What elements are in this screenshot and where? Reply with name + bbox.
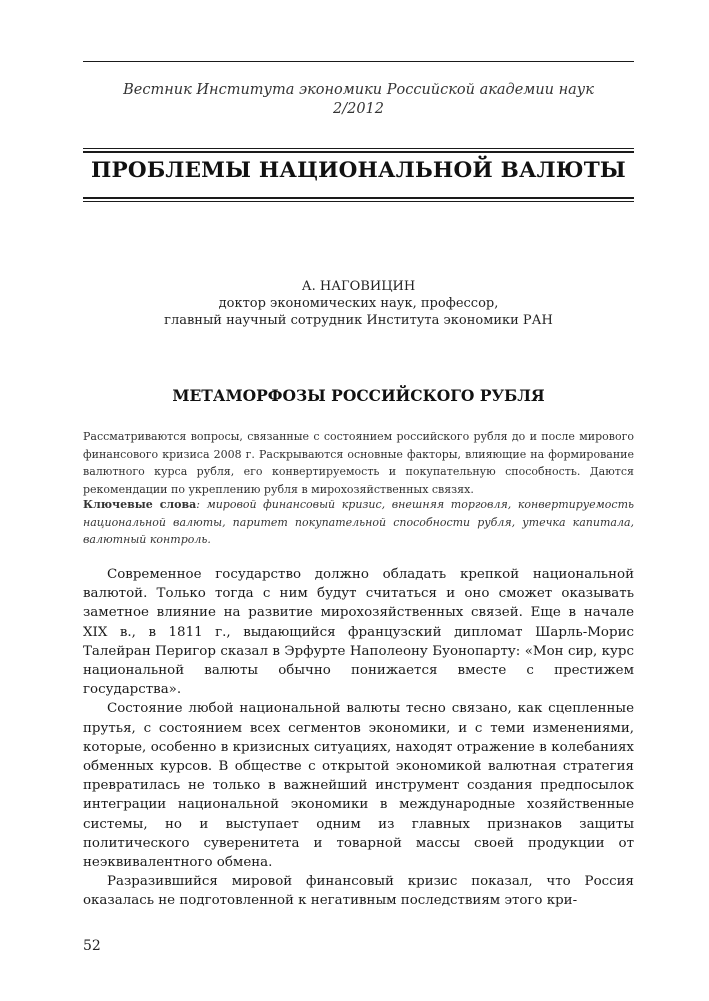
keywords-label: Ключевые слова	[83, 498, 197, 511]
body-paragraph: Современное государство должно обладать крепкой национальной валютой. Только тогда с ним будут считаться и оно сможет оказывать заметное влияние на развитие мирохозяйственных связей. Еще в начале XIX в., в 1811 г., выдающийся французский дипломат Шарль-Морис Талейран Перигор сказал в Эрфурте Наполеону Буонопарту: «Мон сир, курс национальной валюты обычно понижается вместе с престижем государства».	[83, 567, 634, 698]
section-rule-bottom-thin	[83, 201, 634, 202]
section-title: ПРОБЛЕМЫ НАЦИОНАЛЬНОЙ ВАЛЮТЫ	[91, 158, 626, 183]
author-position: главный научный сотрудник Института экономики РАН	[164, 313, 553, 328]
journal-name: Вестник Института экономики Российской академии наук	[123, 82, 594, 98]
keywords-text: : мировой финансовый кризис, внешняя торговля, конвертируемость национальной валюты, паритет покупательной способности рубля, утечка капитала, валютный контроль.	[83, 498, 634, 546]
page-number: 52	[83, 938, 101, 954]
author-degree: доктор экономических наук, профессор,	[218, 296, 499, 311]
section-rule-top-thick	[83, 151, 634, 153]
section-rule-top-thin	[83, 148, 634, 149]
section-rule-bottom-thick	[83, 197, 634, 199]
author-block	[83, 278, 634, 329]
top-rule	[83, 61, 634, 62]
abstract: Рассматриваются вопросы, связанные с состоянием российского рубля до и после мирового финансового кризиса 2008 г. Раскрываются основные факторы, влияющие на формирование валютного курса рубля, его конвертируемость и покупательную способность. Даются рекомендации по укреплению рубля в мирохозяйственных связях.	[83, 430, 634, 496]
journal-header	[83, 81, 634, 119]
article-body	[83, 565, 634, 911]
keywords	[83, 496, 634, 549]
author-name: А. НАГОВИЦИН	[301, 279, 416, 294]
journal-issue: 2/2012	[332, 101, 384, 117]
body-paragraph: Состояние любой национальной валюты тесно связано, как сцепленные прутья, с состоянием всех сегментов экономики, и с теми изменениями, которые, особенно в кризисных ситуациях, находят отражение в колебаниях обменных курсов. В обществе с открытой экономикой валютная стратегия превратилась не только в важнейший инструмент создания предпосылок интеграции национальной экономики в международные хозяйственные системы, но и выступает одним из главных признаков защиты политического суверенитета и товарной массы своей продукции от неэквивалентного обмена.	[83, 701, 634, 871]
article-title: МЕТАМОРФОЗЫ РОССИЙСКОГО РУБЛЯ	[172, 386, 545, 405]
body-paragraph: Разразившийся мировой финансовый кризис показал, что Россия оказалась не подготовленной к негативным последствиям этого кри-	[83, 874, 634, 909]
